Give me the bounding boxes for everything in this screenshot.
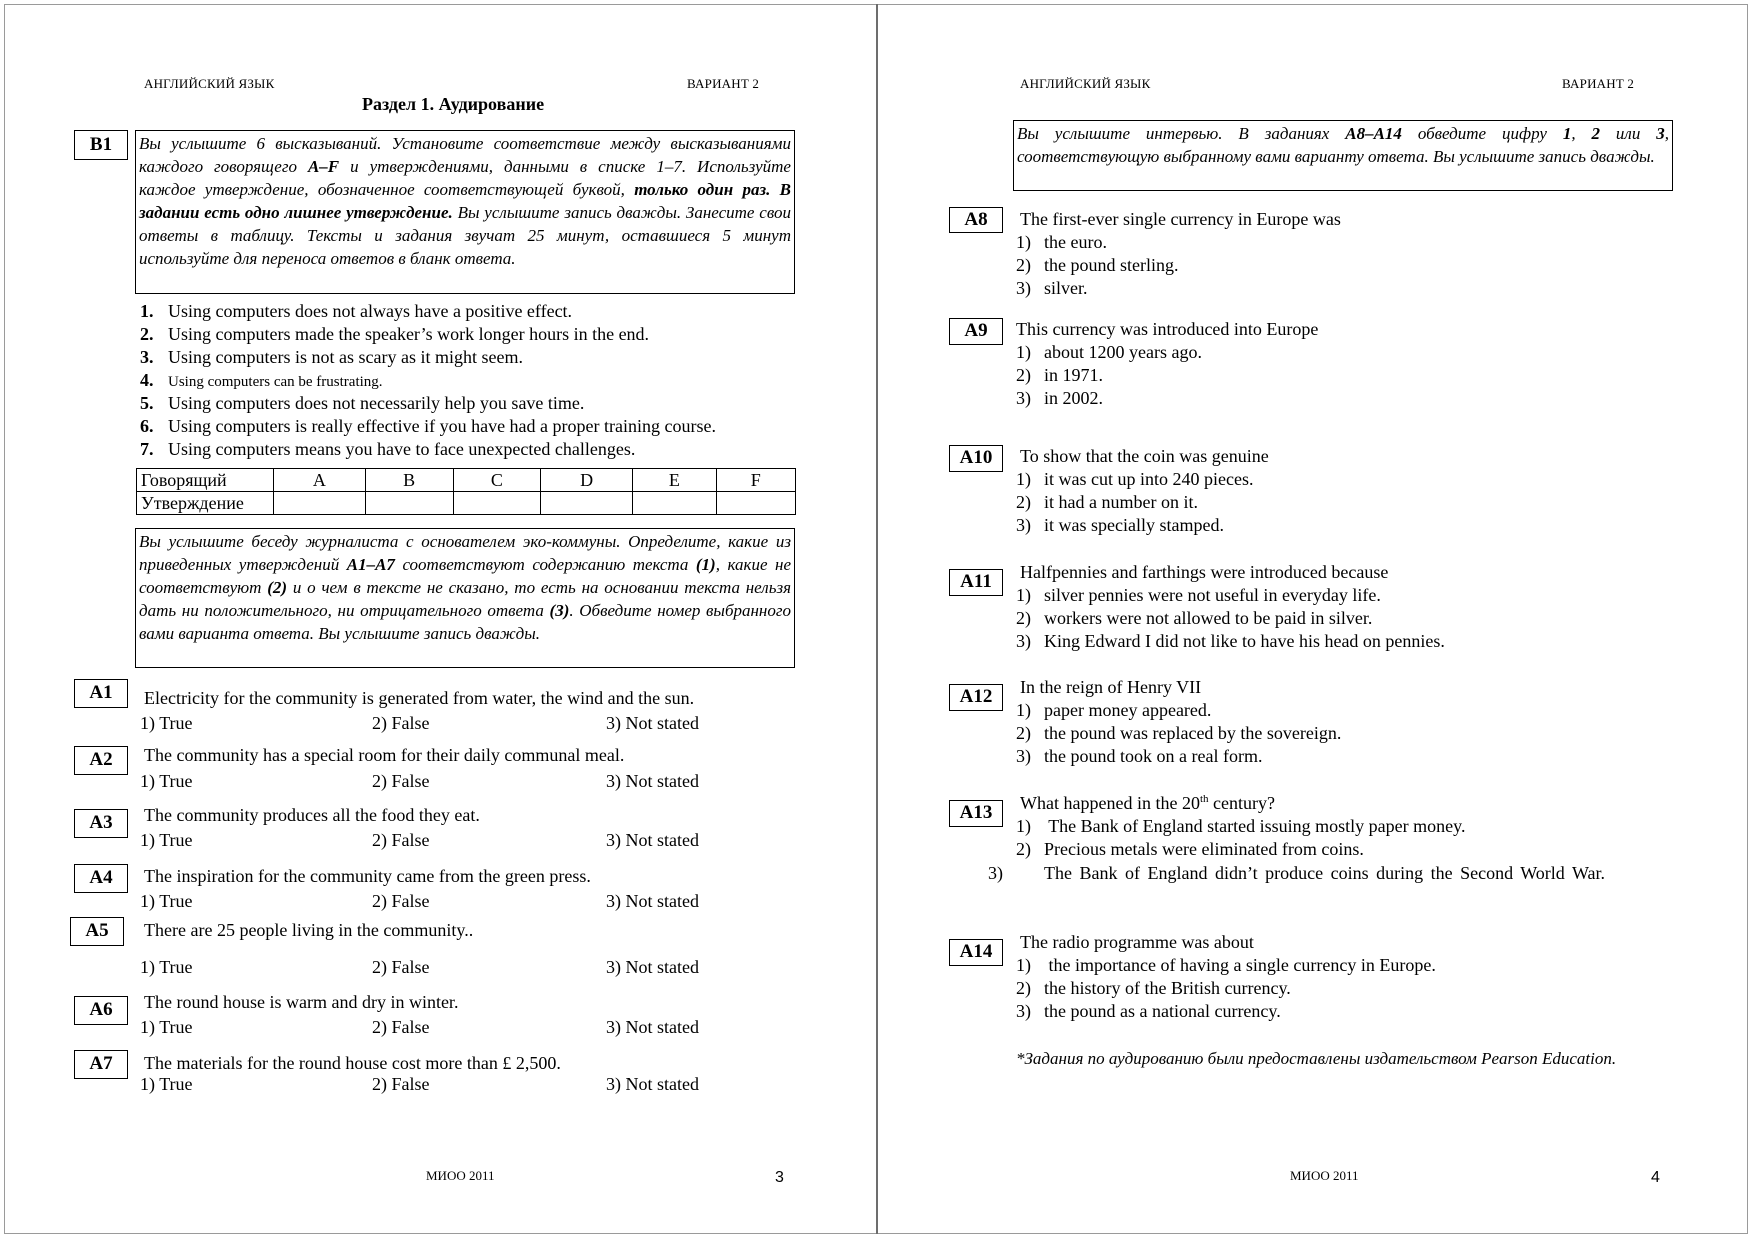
- table-header-cell: B: [365, 469, 453, 492]
- a10-option-1[interactable]: 1) it was cut up into 240 pieces.: [1016, 469, 1254, 489]
- a1-label: A1: [74, 679, 128, 708]
- a8-option-2[interactable]: 2) the pound sterling.: [1016, 255, 1179, 275]
- left-header-variant: ВАРИАНТ 2: [687, 76, 760, 91]
- section-title: Раздел 1. Аудирование: [362, 94, 545, 114]
- a9-option-3[interactable]: 3) in 2002.: [1016, 388, 1104, 408]
- option-false[interactable]: 2) False: [372, 1017, 430, 1037]
- a13-option-3[interactable]: 3) The Bank of England didn’t produce coins during the Second World War.: [988, 863, 1606, 883]
- option-true[interactable]: 1) True: [140, 1017, 193, 1037]
- option-not-stated[interactable]: 3) Not stated: [606, 957, 699, 977]
- page-divider: [876, 4, 878, 1234]
- a11-question: Halfpennies and farthings were introduced because: [1020, 562, 1389, 582]
- left-page-number: 3: [775, 1169, 784, 1186]
- left-footer: МИОО 2011: [426, 1168, 495, 1183]
- answer-cell[interactable]: [274, 492, 366, 515]
- table-header-cell: D: [541, 469, 633, 492]
- list-item: 1. Using computers does not always have a positive effect.: [140, 301, 573, 321]
- answer-cell[interactable]: [541, 492, 633, 515]
- a8-question: The first-ever single currency in Europe was: [1020, 209, 1341, 229]
- table-header-cell: C: [453, 469, 541, 492]
- a10-option-2[interactable]: 2) it had a number on it.: [1016, 492, 1198, 512]
- answer-cell[interactable]: [365, 492, 453, 515]
- right-header-subject: АНГЛИЙСКИЙ ЯЗЫК: [1020, 76, 1151, 91]
- option-false[interactable]: 2) False: [372, 830, 430, 850]
- table-header-cell: A: [274, 469, 366, 492]
- list-item: 4. Using computers can be frustrating.: [140, 370, 383, 390]
- a13-option-1[interactable]: 1) The Bank of England started issuing mostly paper money.: [1016, 816, 1466, 836]
- table-header-cell: E: [633, 469, 716, 492]
- option-false[interactable]: 2) False: [372, 1074, 430, 1094]
- option-true[interactable]: 1) True: [140, 830, 193, 850]
- a11-option-2[interactable]: 2) workers were not allowed to be paid in silver.: [1016, 608, 1373, 628]
- a11-option-1[interactable]: 1) silver pennies were not useful in everyday life.: [1016, 585, 1381, 605]
- option-not-stated[interactable]: 3) Not stated: [606, 891, 699, 911]
- option-not-stated[interactable]: 3) Not stated: [606, 771, 699, 791]
- a9-option-2[interactable]: 2) in 1971.: [1016, 365, 1104, 385]
- option-not-stated[interactable]: 3) Not stated: [606, 1017, 699, 1037]
- answer-cell[interactable]: [453, 492, 541, 515]
- table-row-label: Утверждение: [137, 492, 274, 515]
- right-page-number: 4: [1651, 1169, 1660, 1186]
- a14-question: The radio programme was about: [1020, 932, 1254, 952]
- a11-label: A11: [949, 569, 1003, 596]
- a4-label: A4: [74, 864, 128, 893]
- a7-question: The materials for the round house cost more than £ 2,500.: [144, 1053, 561, 1073]
- a12-option-2[interactable]: 2) the pound was replaced by the sovereign.: [1016, 723, 1342, 743]
- option-not-stated[interactable]: 3) Not stated: [606, 713, 699, 733]
- a14-option-1[interactable]: 1) the importance of having a single currency in Europe.: [1016, 955, 1436, 975]
- a4-question: The inspiration for the community came from the green press.: [144, 866, 591, 886]
- a12-label: A12: [949, 684, 1003, 711]
- answer-table: [136, 468, 796, 515]
- a2-label: A2: [74, 746, 128, 775]
- a9-question: This currency was introduced into Europe: [1016, 319, 1319, 339]
- a9-label: A9: [949, 318, 1003, 345]
- a8-label: A8: [949, 207, 1003, 233]
- a12-option-1[interactable]: 1) paper money appeared.: [1016, 700, 1212, 720]
- a8-option-3[interactable]: 3) silver.: [1016, 278, 1088, 298]
- right-header-variant: ВАРИАНТ 2: [1562, 76, 1635, 91]
- b1-label: B1: [74, 130, 128, 160]
- option-true[interactable]: 1) True: [140, 891, 193, 911]
- a10-question: To show that the coin was genuine: [1020, 446, 1269, 466]
- a5-question: There are 25 people living in the community..: [144, 920, 474, 940]
- list-item: 2. Using computers made the speaker’s work longer hours in the end.: [140, 324, 650, 344]
- list-item: 6. Using computers is really effective if you have had a proper training course.: [140, 416, 716, 436]
- a1-question: Electricity for the community is generated from water, the wind and the sun.: [144, 688, 695, 708]
- option-false[interactable]: 2) False: [372, 771, 430, 791]
- option-true[interactable]: 1) True: [140, 1074, 193, 1094]
- a7-label: A7: [74, 1050, 128, 1079]
- table-row-label: Говорящий: [137, 469, 274, 492]
- a8-a14-instructions: Вы услышите интервью. В заданиях A8–A14 обведите цифру 1, 2 или 3, соответствующую выбранному вами варианту ответа. Вы услышите запись дважды.: [1013, 120, 1673, 191]
- list-item: 5. Using computers does not necessarily help you save time.: [140, 393, 585, 413]
- answer-cell[interactable]: [633, 492, 716, 515]
- list-item: 3. Using computers is not as scary as it might seem.: [140, 347, 523, 367]
- source-note: *Задания по аудированию были предоставлены издательством Pearson Education.: [1016, 1049, 1617, 1068]
- option-not-stated[interactable]: 3) Not stated: [606, 830, 699, 850]
- answer-cell[interactable]: [716, 492, 795, 515]
- a2-question: The community has a special room for their daily communal meal.: [144, 745, 625, 765]
- option-false[interactable]: 2) False: [372, 957, 430, 977]
- left-header-subject: АНГЛИЙСКИЙ ЯЗЫК: [144, 76, 275, 91]
- a14-label: A14: [949, 939, 1003, 966]
- a12-question: In the reign of Henry VII: [1020, 677, 1202, 697]
- a6-label: A6: [74, 996, 128, 1025]
- right-footer: МИОО 2011: [1290, 1168, 1359, 1183]
- table-header-cell: F: [716, 469, 795, 492]
- list-item: 7. Using computers means you have to face unexpected challenges.: [140, 439, 636, 459]
- option-true[interactable]: 1) True: [140, 713, 193, 733]
- a10-label: A10: [949, 445, 1003, 472]
- option-true[interactable]: 1) True: [140, 771, 193, 791]
- option-true[interactable]: 1) True: [140, 957, 193, 977]
- a10-option-3[interactable]: 3) it was specially stamped.: [1016, 515, 1224, 535]
- option-not-stated[interactable]: 3) Not stated: [606, 1074, 699, 1094]
- a13-label: A13: [949, 800, 1003, 827]
- a3-label: A3: [74, 809, 128, 838]
- a-section-instructions: Вы услышите беседу журналиста с основателем эко-коммуны. Определите, какие из приведенных утверждений A1–A7 соответствуют содержанию текста (1), какие не соответствуют (2) и о чем в тексте не сказано, то есть на основании текста нельзя дать ни положительного, ни отрицательного ответа (3). Обведите номер выбранного вами варианта ответа. Вы услышите запись дважды.: [135, 528, 795, 668]
- a11-option-3[interactable]: 3) King Edward I did not like to have his head on pennies.: [1016, 631, 1445, 651]
- b1-instructions: Вы услышите 6 высказываний. Установите соответствие между высказываниями каждого говорящего A–F и утверждениями, данными в списке 1–7. Используйте каждое утверждение, обозначенное соответствующей буквой, только один раз. В задании есть одно лишнее утверждение. Вы услышите запись дважды. Занесите свои ответы в таблицу. Тексты и задания звучат 25 минут, оставшиеся 5 минут используйте для переноса ответов в бланк ответа.: [135, 130, 795, 294]
- a13-option-2[interactable]: 2) Precious metals were eliminated from coins.: [1016, 839, 1364, 859]
- option-false[interactable]: 2) False: [372, 891, 430, 911]
- a5-label: A5: [70, 917, 124, 946]
- a13-question: What happened in the 20th century?: [1020, 793, 1275, 813]
- a14-option-2[interactable]: 2) the history of the British currency.: [1016, 978, 1291, 998]
- a9-option-1[interactable]: 1) about 1200 years ago.: [1016, 342, 1202, 362]
- a6-question: The round house is warm and dry in winter.: [144, 992, 459, 1012]
- a12-option-3[interactable]: 3) the pound took on a real form.: [1016, 746, 1263, 766]
- a8-option-1[interactable]: 1) the euro.: [1016, 232, 1107, 252]
- option-false[interactable]: 2) False: [372, 713, 430, 733]
- a3-question: The community produces all the food they eat.: [144, 805, 480, 825]
- a14-option-3[interactable]: 3) the pound as a national currency.: [1016, 1001, 1281, 1021]
